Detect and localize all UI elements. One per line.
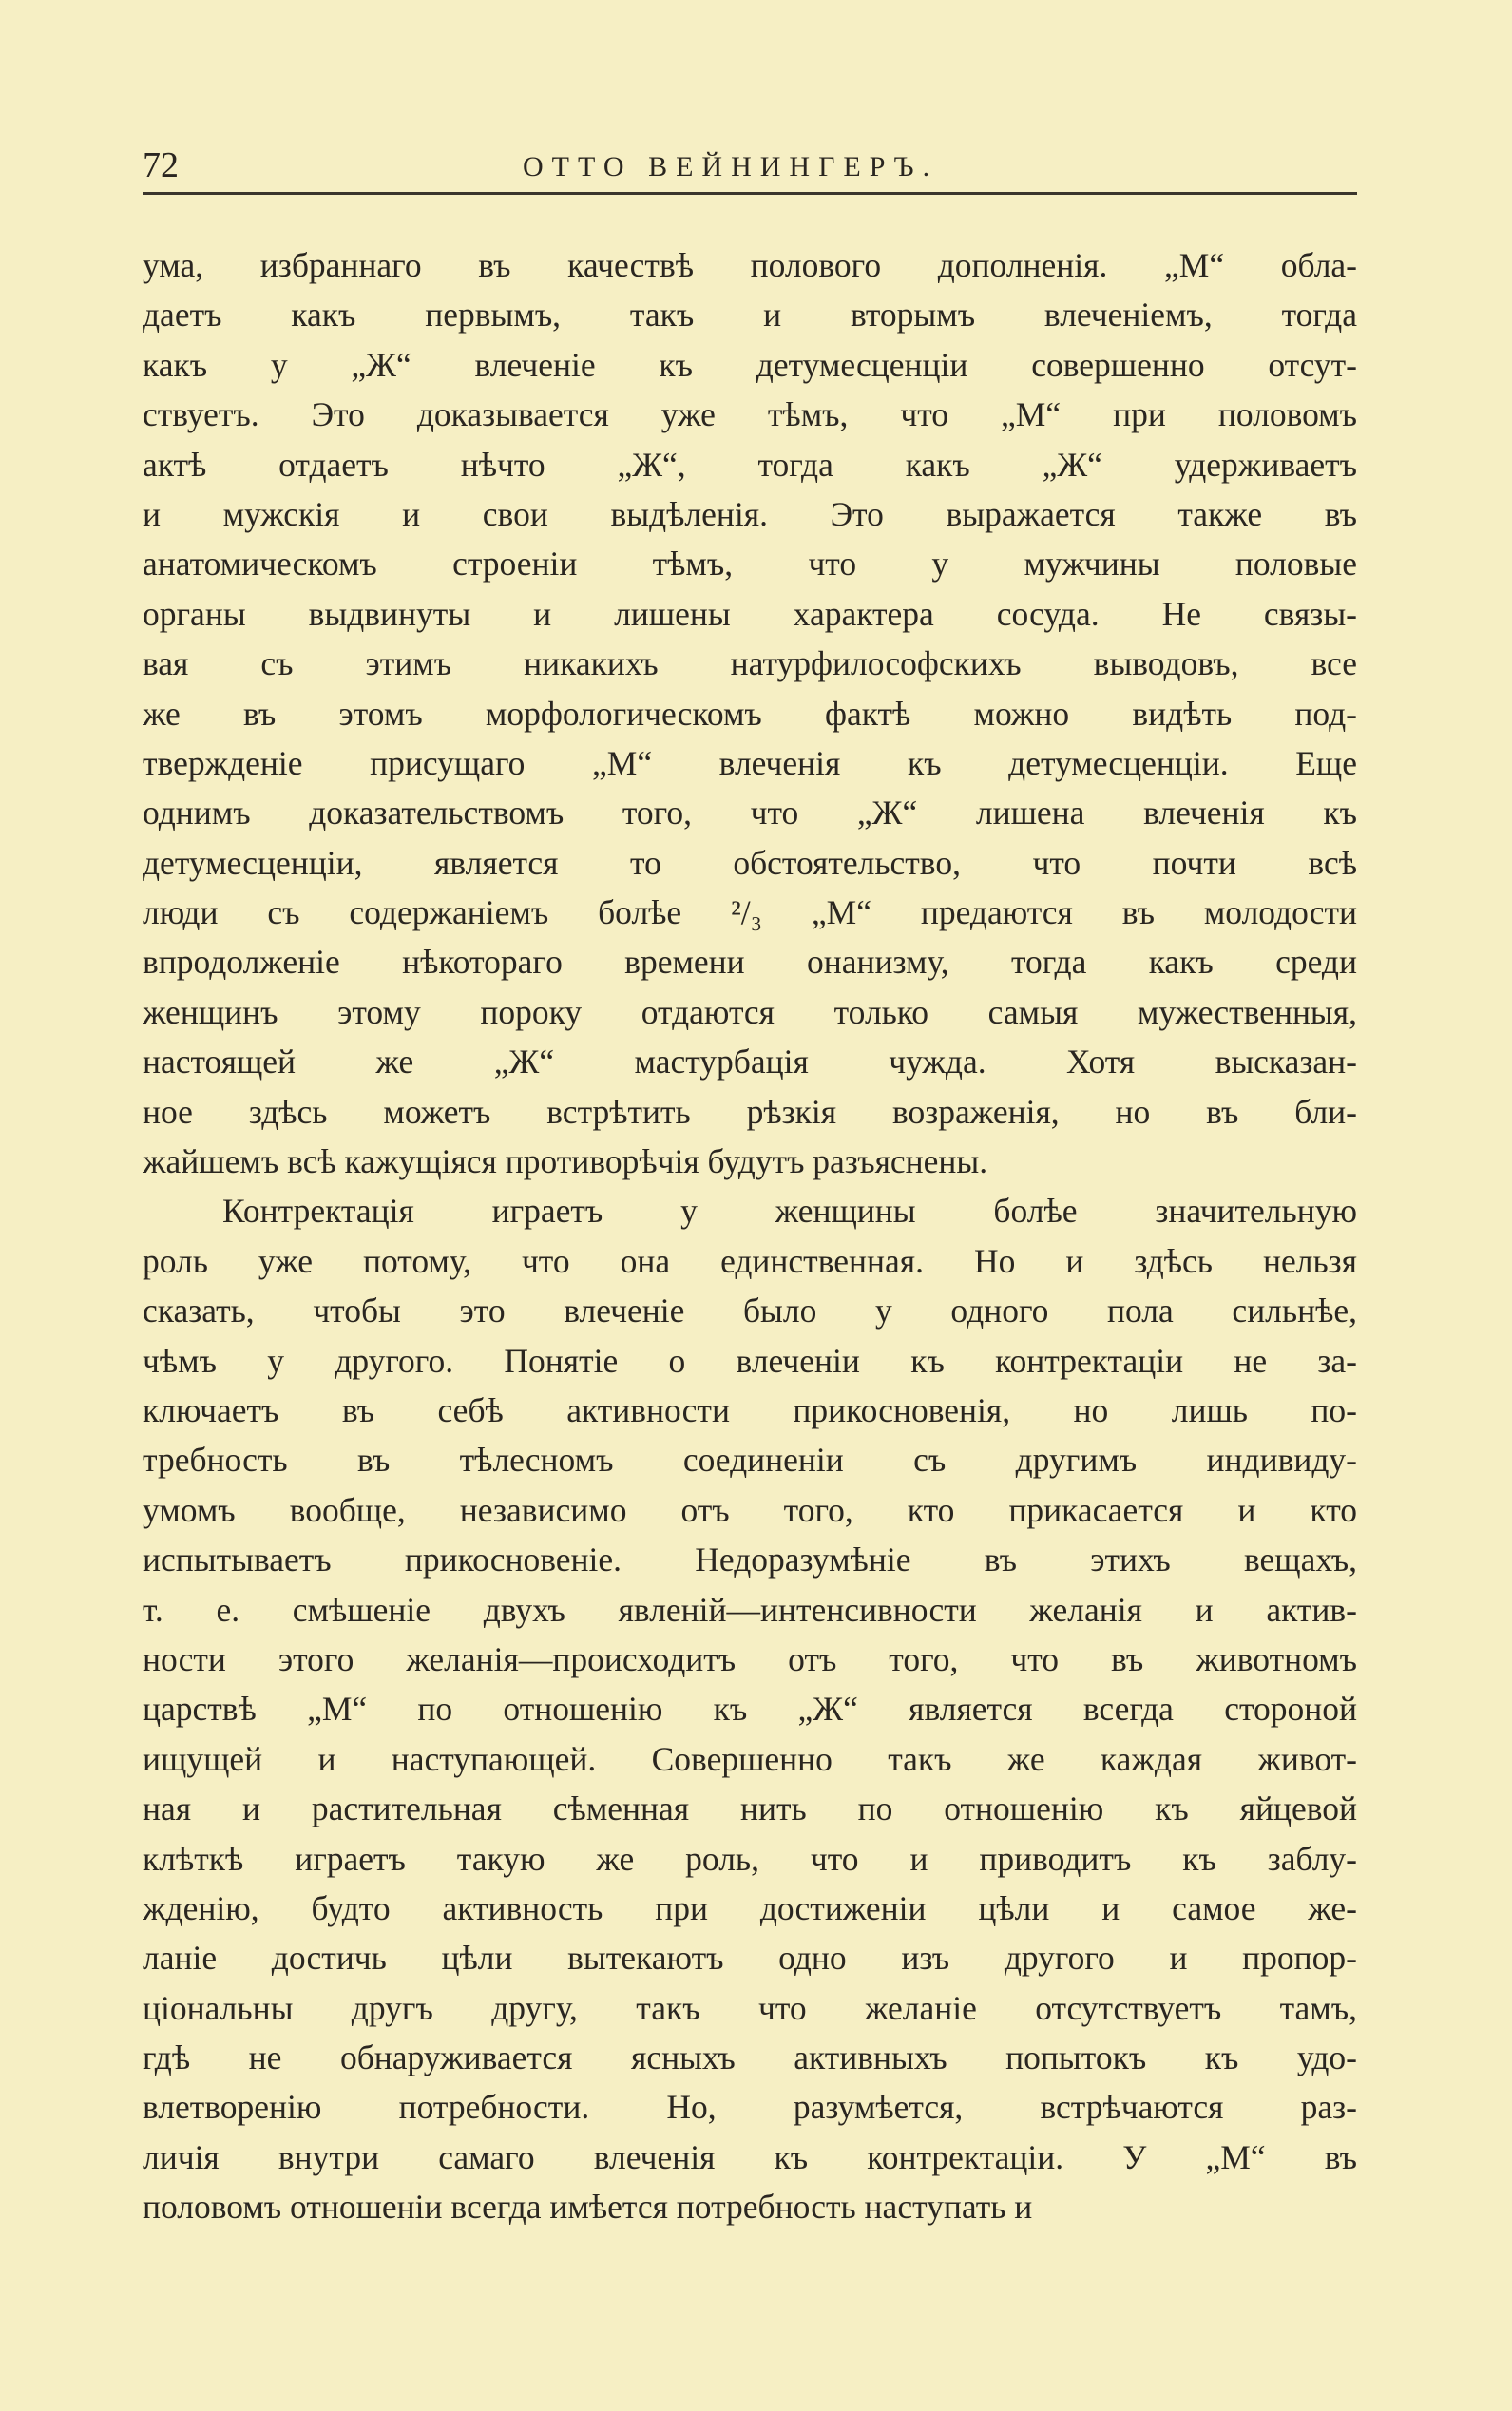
text-line: жайшемъ всѣ кажущіяся противорѣчія будутъ разъяснены. xyxy=(143,1142,988,1181)
text-line: испытываетъ прикосновеніе. Недоразумѣніе въ этихъ вещахъ, xyxy=(143,1540,1357,1579)
text-line: актѣ отдаетъ нѣчто „Ж“, тогда какъ „Ж“ удерживаетъ xyxy=(143,445,1357,484)
text-line: требность въ тѣлесномъ соединеніи съ другимъ индивиду- xyxy=(143,1441,1357,1480)
text-line: анатомическомъ строеніи тѣмъ, что у мужчины половые xyxy=(143,545,1357,584)
text-line: ное здѣсь можетъ встрѣтить рѣзкія возраженія, но въ бли- xyxy=(143,1092,1357,1131)
text-line: клѣткѣ играетъ такую же роль, что и приводитъ къ заблу- xyxy=(143,1839,1357,1878)
text-line: ная и растительная сѣменная нить по отношенію къ яйцевой xyxy=(143,1789,1357,1828)
text-line: ищущей и наступающей. Совершенно такъ же каждая живот- xyxy=(143,1739,1357,1778)
text-line: роль уже потому, что она единственная. Но и здѣсь нельзя xyxy=(143,1241,1357,1280)
text-line: же въ этомъ морфологическомъ фактѣ можно видѣть под- xyxy=(143,694,1357,733)
text-line: царствѣ „М“ по отношенію къ „Ж“ является всегда стороной xyxy=(143,1690,1357,1729)
text-line: сказать, чтобы это влеченіе было у одного пола сильнѣе, xyxy=(143,1292,1357,1330)
text-line: ствуетъ. Это доказывается уже тѣмъ, что „М“ при половомъ xyxy=(143,395,1357,434)
text-line: твержденіе присущаго „М“ влеченія къ детумесценціи. Еще xyxy=(143,743,1357,782)
running-title: ОТТО ВЕЙНИНГЕРЪ. xyxy=(523,151,939,182)
text-line: впродолженіе нѣкотораго времени онанизму, тогда какъ среди xyxy=(143,943,1357,982)
text-line: жденію, будто активность при достиженіи цѣли и самое же- xyxy=(143,1888,1357,1927)
text-line: влетворенію потребности. Но, разумѣется, встрѣчаются раз- xyxy=(143,2088,1357,2127)
text-line: вая съ этимъ никакихъ натурфилософскихъ выводовъ, все xyxy=(143,644,1357,683)
text-line: и мужскія и свои выдѣленія. Это выражается также въ xyxy=(143,494,1357,533)
paragraph xyxy=(143,240,1357,1186)
text-line: люди съ содержаніемъ болѣе ²/₃ „М“ предаются въ молодости xyxy=(143,893,1357,932)
text-line: чѣмъ у другого. Понятіе о влеченіи къ контректаціи не за- xyxy=(143,1341,1357,1380)
text-line: однимъ доказательствомъ того, что „Ж“ лишена влеченія къ xyxy=(143,794,1357,832)
page-number: 72 xyxy=(143,145,179,185)
text-line: какъ у „Ж“ влеченіе къ детумесценціи совершенно отсут- xyxy=(143,345,1357,384)
text-line: ланіе достичь цѣли вытекаютъ одно изъ другого и пропор- xyxy=(143,1939,1357,1978)
text-line: ключаетъ въ себѣ активности прикосновенія, но лишь по- xyxy=(143,1390,1357,1429)
text-line: ности этого желанія—происходитъ отъ того, что въ животномъ xyxy=(143,1639,1357,1678)
text-line: ума, избраннаго въ качествѣ полового дополненія. „М“ обла- xyxy=(143,246,1357,284)
text-line: умомъ вообще, независимо отъ того, кто прикасается и кто xyxy=(143,1490,1357,1529)
text-line: даетъ какъ первымъ, такъ и вторымъ влеченіемъ, тогда xyxy=(143,296,1357,335)
text-line: личія внутри самаго влеченія къ контректаціи. У „М“ въ xyxy=(143,2137,1357,2176)
text-line: детумесценціи, является то обстоятельство, что почти всѣ xyxy=(143,843,1357,882)
text-line: гдѣ не обнаруживается ясныхъ активныхъ попытокъ къ удо- xyxy=(143,2038,1357,2077)
book-page xyxy=(143,143,1357,2232)
text-line: т. е. смѣшеніе двухъ явленій—интенсивности желанія и актив- xyxy=(143,1590,1357,1629)
text-line: органы выдвинуты и лишены характера сосуда. Не связы- xyxy=(143,594,1357,633)
body-text xyxy=(143,240,1357,2232)
text-line: Контректація играетъ у женщины болѣе значительную xyxy=(222,1192,1357,1231)
text-line: ціональны другъ другу, такъ что желаніе отсутствуетъ тамъ, xyxy=(143,1988,1357,2027)
running-head xyxy=(143,143,1357,195)
text-line: половомъ отношеніи всегда имѣется потребность наступать и xyxy=(143,2188,1033,2227)
text-line: настоящей же „Ж“ мастурбація чужда. Хотя высказан- xyxy=(143,1043,1357,1081)
paragraph xyxy=(143,1186,1357,2231)
text-line: женщинъ этому пороку отдаются только самыя мужественныя, xyxy=(143,992,1357,1031)
